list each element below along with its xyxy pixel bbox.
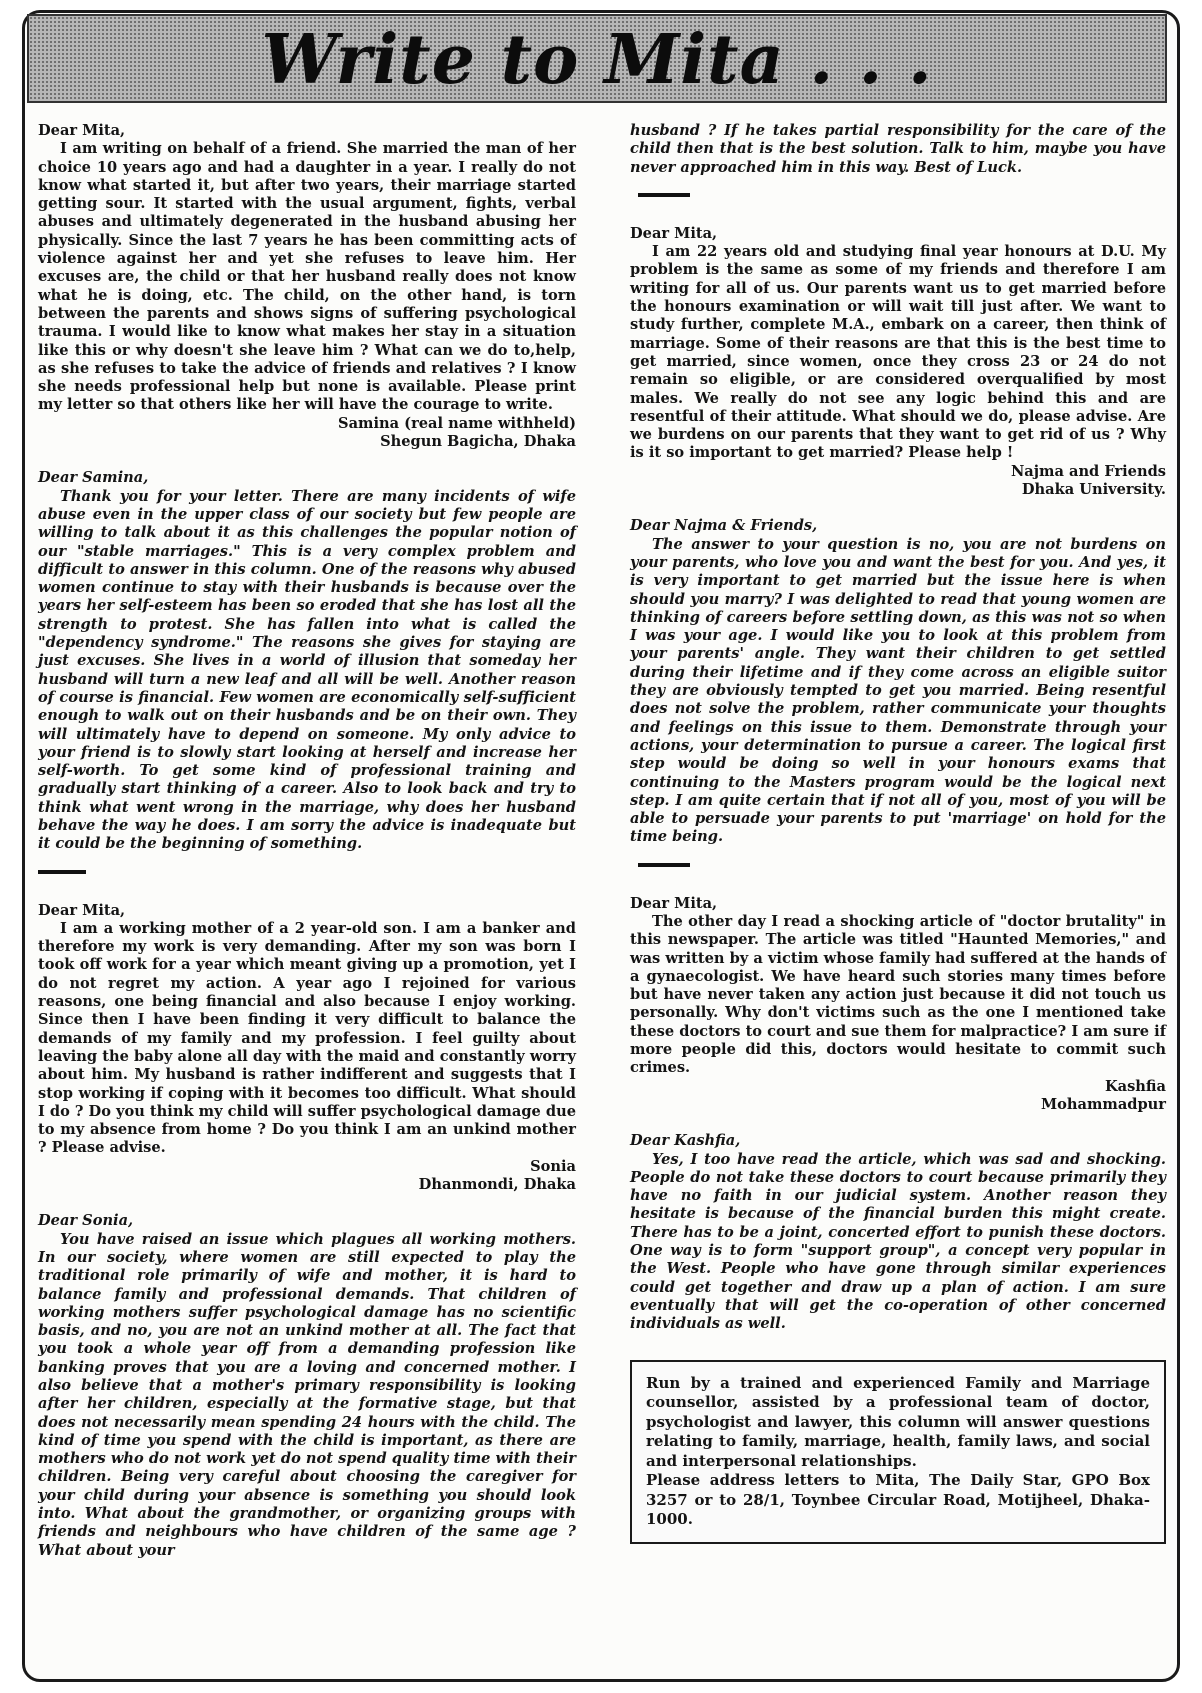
- letter-signature-name: Sonia: [530, 1157, 576, 1175]
- section-divider: [638, 193, 690, 197]
- letter-salutation: Dear Mita,: [38, 122, 126, 139]
- info-description: Run by a trained and experienced Family and Marriage counsellor, assisted by a professional team of doctor, psychologist and lawyer, this column will answer questions relating to family, marriage, health, family laws, and social and interpersonal relationships.: [646, 1373, 1150, 1470]
- letter-signature-name: Kashfia: [1104, 1077, 1166, 1095]
- left-column: [38, 122, 576, 1560]
- spacer: [630, 499, 1166, 517]
- letter-signature-place: Shegun Bagicha, Dhaka: [380, 433, 576, 451]
- letter-samina: [38, 122, 576, 451]
- reply-salutation: Dear Sonia,: [38, 1212, 134, 1230]
- letter-body: I am 22 years old and studying final year honours at D.U. My problem is the same as some of my friends and therefore I am writing for all of us. Our parents want us to get married before the honours examination or will wait till just after. We want to study further, complete M.A., embark on a career, then think of marriage. Some of their reasons are that this is the best time to get married, since women, once they cross 23 or 24 do not remain so eligible, or are considered overqualified by most males. We really do not see any logic behind this and are resentful of their attitude. What should we do, please advise. Are we burdens on our parents that they want to get rid of us ? Why is it so important to get married? Please help !: [630, 243, 1166, 462]
- reply-sonia-continued: [630, 122, 1166, 177]
- spacer: [630, 1114, 1166, 1132]
- letter-body: I am a working mother of a 2 year-old son. I am a banker and therefore my work is very demanding. After my son was born I took off work for a year which meant giving up a promotion, yet I do not regret my action. A year ago I rejoined for various reasons, one being financial and also because I enjoy working. Since then I have been finding it very difficult to balance the demands of my family and my profession. I feel guilty about leaving the baby alone all day with the maid and constantly worry about him. My husband is rather indifferent and suggests that I stop working if coping with it becomes too difficult. What should I do ? Do you think my child will suffer psychological damage due to my absence from home ? Do you think I am an unkind mother ? Please advise.: [38, 919, 576, 1157]
- reply-body: You have raised an issue which plagues all working mothers. In our society, where women are still expected to play the traditional role primarily of wife and mother, it is hard to balance family and professional demands. That children of working mothers suffer psychological damage has no scientific basis, and no, you are not an unkind mother at all. The fact that you took a whole year off from a demanding profession like banking proves that you are a loving and concerned mother. I also believe that a mother's primary responsibility is looking after her children, especially at the formative stage, but that does not necessarily mean spending 24 hours with the child. The kind of time you spend with the child is important, as there are mothers who do not work yet do not spend quality time with their children. Being very careful about choosing the caregiver for your child during your absence is something you should look into. What about the grandmother, or organizing groups with friends and neighbours who have children of the same age ? What about your: [38, 1230, 576, 1559]
- letter-najma: [630, 225, 1166, 499]
- letter-signature-name: Najma and Friends: [1010, 462, 1166, 480]
- reply-sonia: [38, 1212, 576, 1560]
- reply-kashfia: [630, 1132, 1166, 1333]
- letter-body: I am writing on behalf of a friend. She married the man of her choice 10 years ago and had a daughter in a year. I really do not know what started it, but after two years, their marriage started getting sour. It started with the usual argument, fights, verbal abuses and ultimately degenerated in the husband abusing her physically. Since the last 7 years he has been committing acts of violence against her and yet she refuses to leave him. Her excuses are, the child or that her husband really does not know what he is doing, etc. The child, on the other hand, is torn between the parents and shows signs of suffering psychological trauma. I would like to know what makes her stay in a situation like this or why doesn't she leave him ? What can we do to,help, as she refuses to take the advice of friends and relatives ? I know she needs professional help but none is available. Please print my letter so that others like her will have the courage to write.: [38, 140, 576, 414]
- reply-najma: [630, 517, 1166, 846]
- letter-signature-place: Dhaka University.: [1021, 481, 1166, 499]
- reply-continuation: husband ? If he takes partial responsibility for the care of the child then that is the best solution. Talk to him, maybe you have never approached him in this way. Best of Luck.: [630, 122, 1166, 176]
- letter-kashfia: [630, 895, 1166, 1115]
- reply-body: Thank you for your letter. There are many incidents of wife abuse even in the upper class of our society but few people are willing to talk about it as this challenges the popular notion of our "stable marriages." This is a very complex problem and difficult to answer in this column. One of the reasons why abused women continue to stay with their husbands is because over the years her self-esteem has been so eroded that she has lost all the strength to protest. She has fallen into what is called the "dependency syndrome." The reasons she gives for staying are just excuses. She lives in a world of illusion that someday her husband will turn a new leaf and all will be well. Another reason of course is financial. Few women are economically self-sufficient enough to walk out on their husbands and be on their own. They will ultimately have to depend on someone. My only advice to your friend is to slowly start looking at herself and increase her self-worth. To get some kind of professional training and gradually start thinking of a career. Also to look back and try to think what went wrong in the marriage, why does her husband behave the way he does. I am sorry the advice is inadequate but it could be the beginning of something.: [38, 487, 576, 853]
- letter-body: The other day I read a shocking article of "doctor brutality" in this newspaper. The article was titled "Haunted Memories," and was written by a victim whose family had suffered at the hands of a gynaecologist. We have heard such stories many times before but have never taken any action just because it did not touch us personally. Why don't victims such as the one I mentioned take these doctors to court and sue them for malpractice? I am sure if more people did this, doctors would hesitate to commit such crimes.: [630, 912, 1166, 1077]
- right-column: [630, 122, 1166, 1544]
- letter-signature-place: Mohammadpur: [1040, 1095, 1166, 1113]
- letter-signature-place: Dhanmondi, Dhaka: [418, 1176, 576, 1194]
- letter-salutation: Dear Mita,: [630, 894, 718, 912]
- reply-body: Yes, I too have read the article, which was sad and shocking. People do not take these doctors to court because primarily they have no faith in our judicial system. Another reason they hesitate is because of the financial burden this might create. There has to be a joint, concerted effort to punish these doctors. One way is to form "support group", a concept very popular in the West. People who have gone through similar experiences could get together and draw up a plan of action. I am sure eventually that will get the co-operation of other concerned individuals as well.: [630, 1150, 1166, 1333]
- page-title: Write to Mita . . .: [261, 20, 933, 100]
- letter-sonia: [38, 902, 576, 1195]
- letter-signature-name: Samina (real name withheld): [338, 414, 576, 432]
- section-divider: [38, 870, 86, 874]
- reply-salutation: Dear Samina,: [38, 469, 149, 487]
- letter-salutation: Dear Mita,: [38, 901, 126, 919]
- section-divider: [638, 863, 690, 867]
- info-address: Please address letters to Mita, The Daily Star, GPO Box 3257 or to 28/1, Toynbee Circular Road, Motijheel, Dhaka-1000.: [646, 1471, 1150, 1529]
- reply-samina: [38, 469, 576, 853]
- column-info-box: [630, 1360, 1166, 1544]
- spacer: [38, 1194, 576, 1212]
- reply-salutation: Dear Najma & Friends,: [630, 517, 818, 535]
- letter-salutation: Dear Mita,: [630, 224, 718, 242]
- reply-salutation: Dear Kashfia,: [630, 1132, 741, 1150]
- spacer: [38, 451, 576, 469]
- reply-body: The answer to your question is no, you are not burdens on your parents, who love you and want the best for you. And yes, it is very important to get married but the issue here is when should you marry? I was delighted to read that young women are thinking of careers before settling down, as this was not so when I was your age. I would like you to look at this problem from your parents' angle. They want their children to get settled during their lifetime and if they come across an eligible suitor they are obviously tempted to get you married. Being resentful does not solve the problem, rather communicate your thoughts and feelings on this issue to them. Demonstrate through your actions, your determination to pursue a career. The logical first step would be doing so well in your honours exams that continuing to the Masters program would be the logical next step. I am quite certain that if not all of you, most of you will be able to persuade your parents to put 'marriage' on hold for the time being.: [630, 535, 1166, 846]
- column-banner: [27, 14, 1167, 103]
